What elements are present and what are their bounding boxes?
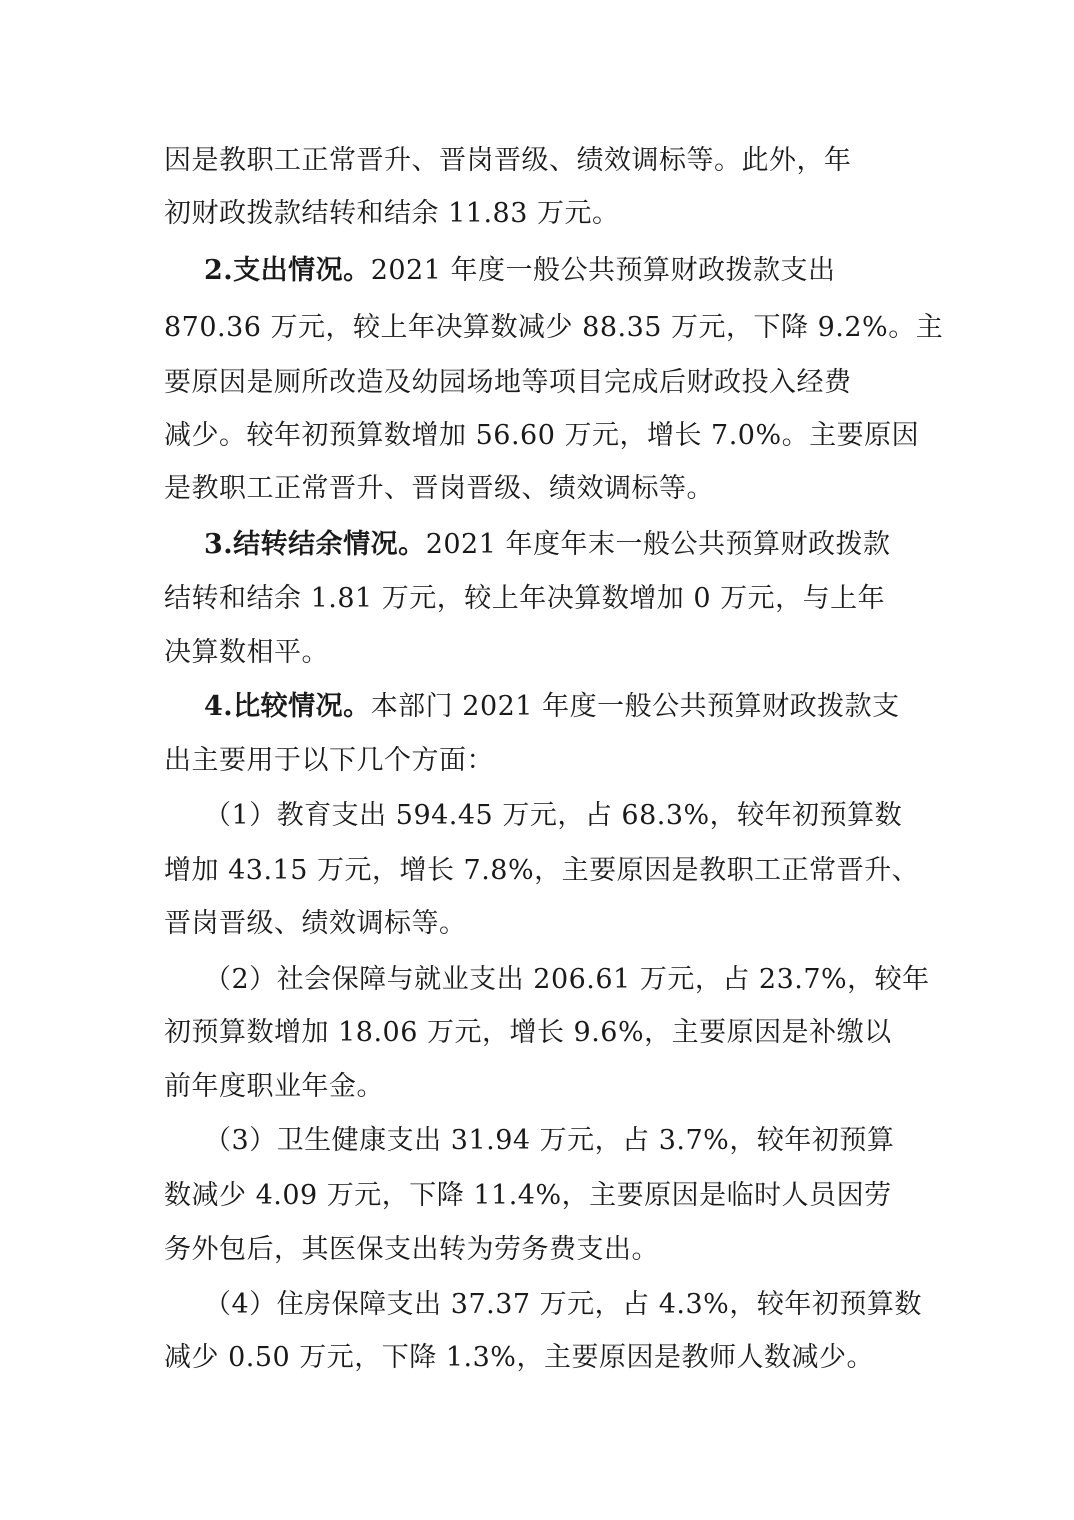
paragraph-line: 决算数相平。 <box>164 637 329 668</box>
paragraph-line: 减少 0.50 万元，下降 1.3%，主要原因是教师人数减少。 <box>164 1342 874 1373</box>
section-2-heading-line <box>204 254 835 288</box>
section-3-heading-line <box>204 528 890 562</box>
paragraph-line: 要原因是厕所改造及幼园场地等项目完成后财政投入经费 <box>164 367 852 398</box>
list-item-line: （4）住房保障支出 37.37 万元，占 4.3%，较年初预算数 <box>204 1289 922 1320</box>
paragraph-line: 务外包后，其医保支出转为劳务费支出。 <box>164 1234 659 1265</box>
paragraph-line: 初预算数增加 18.06 万元，增长 9.6%，主要原因是补缴以 <box>164 1017 892 1048</box>
section-2-text: 2021 年度一般公共预算财政拨款支出 <box>370 255 836 286</box>
paragraph-line: 数减少 4.09 万元，下降 11.4%，主要原因是临时人员因劳 <box>164 1180 892 1211</box>
section-3-title: 3.结转结余情况。 <box>204 529 426 560</box>
paragraph-line: 是教职工正常晋升、晋岗晋级、绩效调标等。 <box>164 473 714 504</box>
paragraph-line: 减少。较年初预算数增加 56.60 万元，增长 7.0%。主要原因 <box>164 420 920 451</box>
paragraph-line: 前年度职业年金。 <box>164 1071 384 1102</box>
list-item-line: （2）社会保障与就业支出 206.61 万元，占 23.7%，较年 <box>204 964 930 995</box>
paragraph-line: 初财政拨款结转和结余 11.83 万元。 <box>164 198 620 229</box>
list-item-line: （3）卫生健康支出 31.94 万元，占 3.7%，较年初预算 <box>204 1125 895 1156</box>
section-2-title: 2.支出情况。 <box>204 255 371 286</box>
section-4-title: 4.比较情况。 <box>204 691 371 722</box>
section-4-heading-line <box>204 690 900 724</box>
paragraph-line: 结转和结余 1.81 万元，较上年决算数增加 0 万元，与上年 <box>164 583 886 614</box>
section-4-text: 本部门 2021 年度一般公共预算财政拨款支 <box>370 691 900 722</box>
paragraph-line: 出主要用于以下几个方面： <box>164 745 494 776</box>
paragraph-line: 增加 43.15 万元，增长 7.8%，主要原因是教职工正常晋升、 <box>164 855 920 886</box>
paragraph-line: 因是教职工正常晋升、晋岗晋级、绩效调标等。此外，年 <box>164 145 852 176</box>
paragraph-line: 晋岗晋级、绩效调标等。 <box>164 908 467 939</box>
paragraph-line: 870.36 万元，较上年决算数减少 88.35 万元，下降 9.2%。主 <box>164 312 944 343</box>
list-item-line: （1）教育支出 594.45 万元，占 68.3%，较年初预算数 <box>204 800 903 831</box>
section-3-text: 2021 年度年末一般公共预算财政拨款 <box>425 529 891 560</box>
